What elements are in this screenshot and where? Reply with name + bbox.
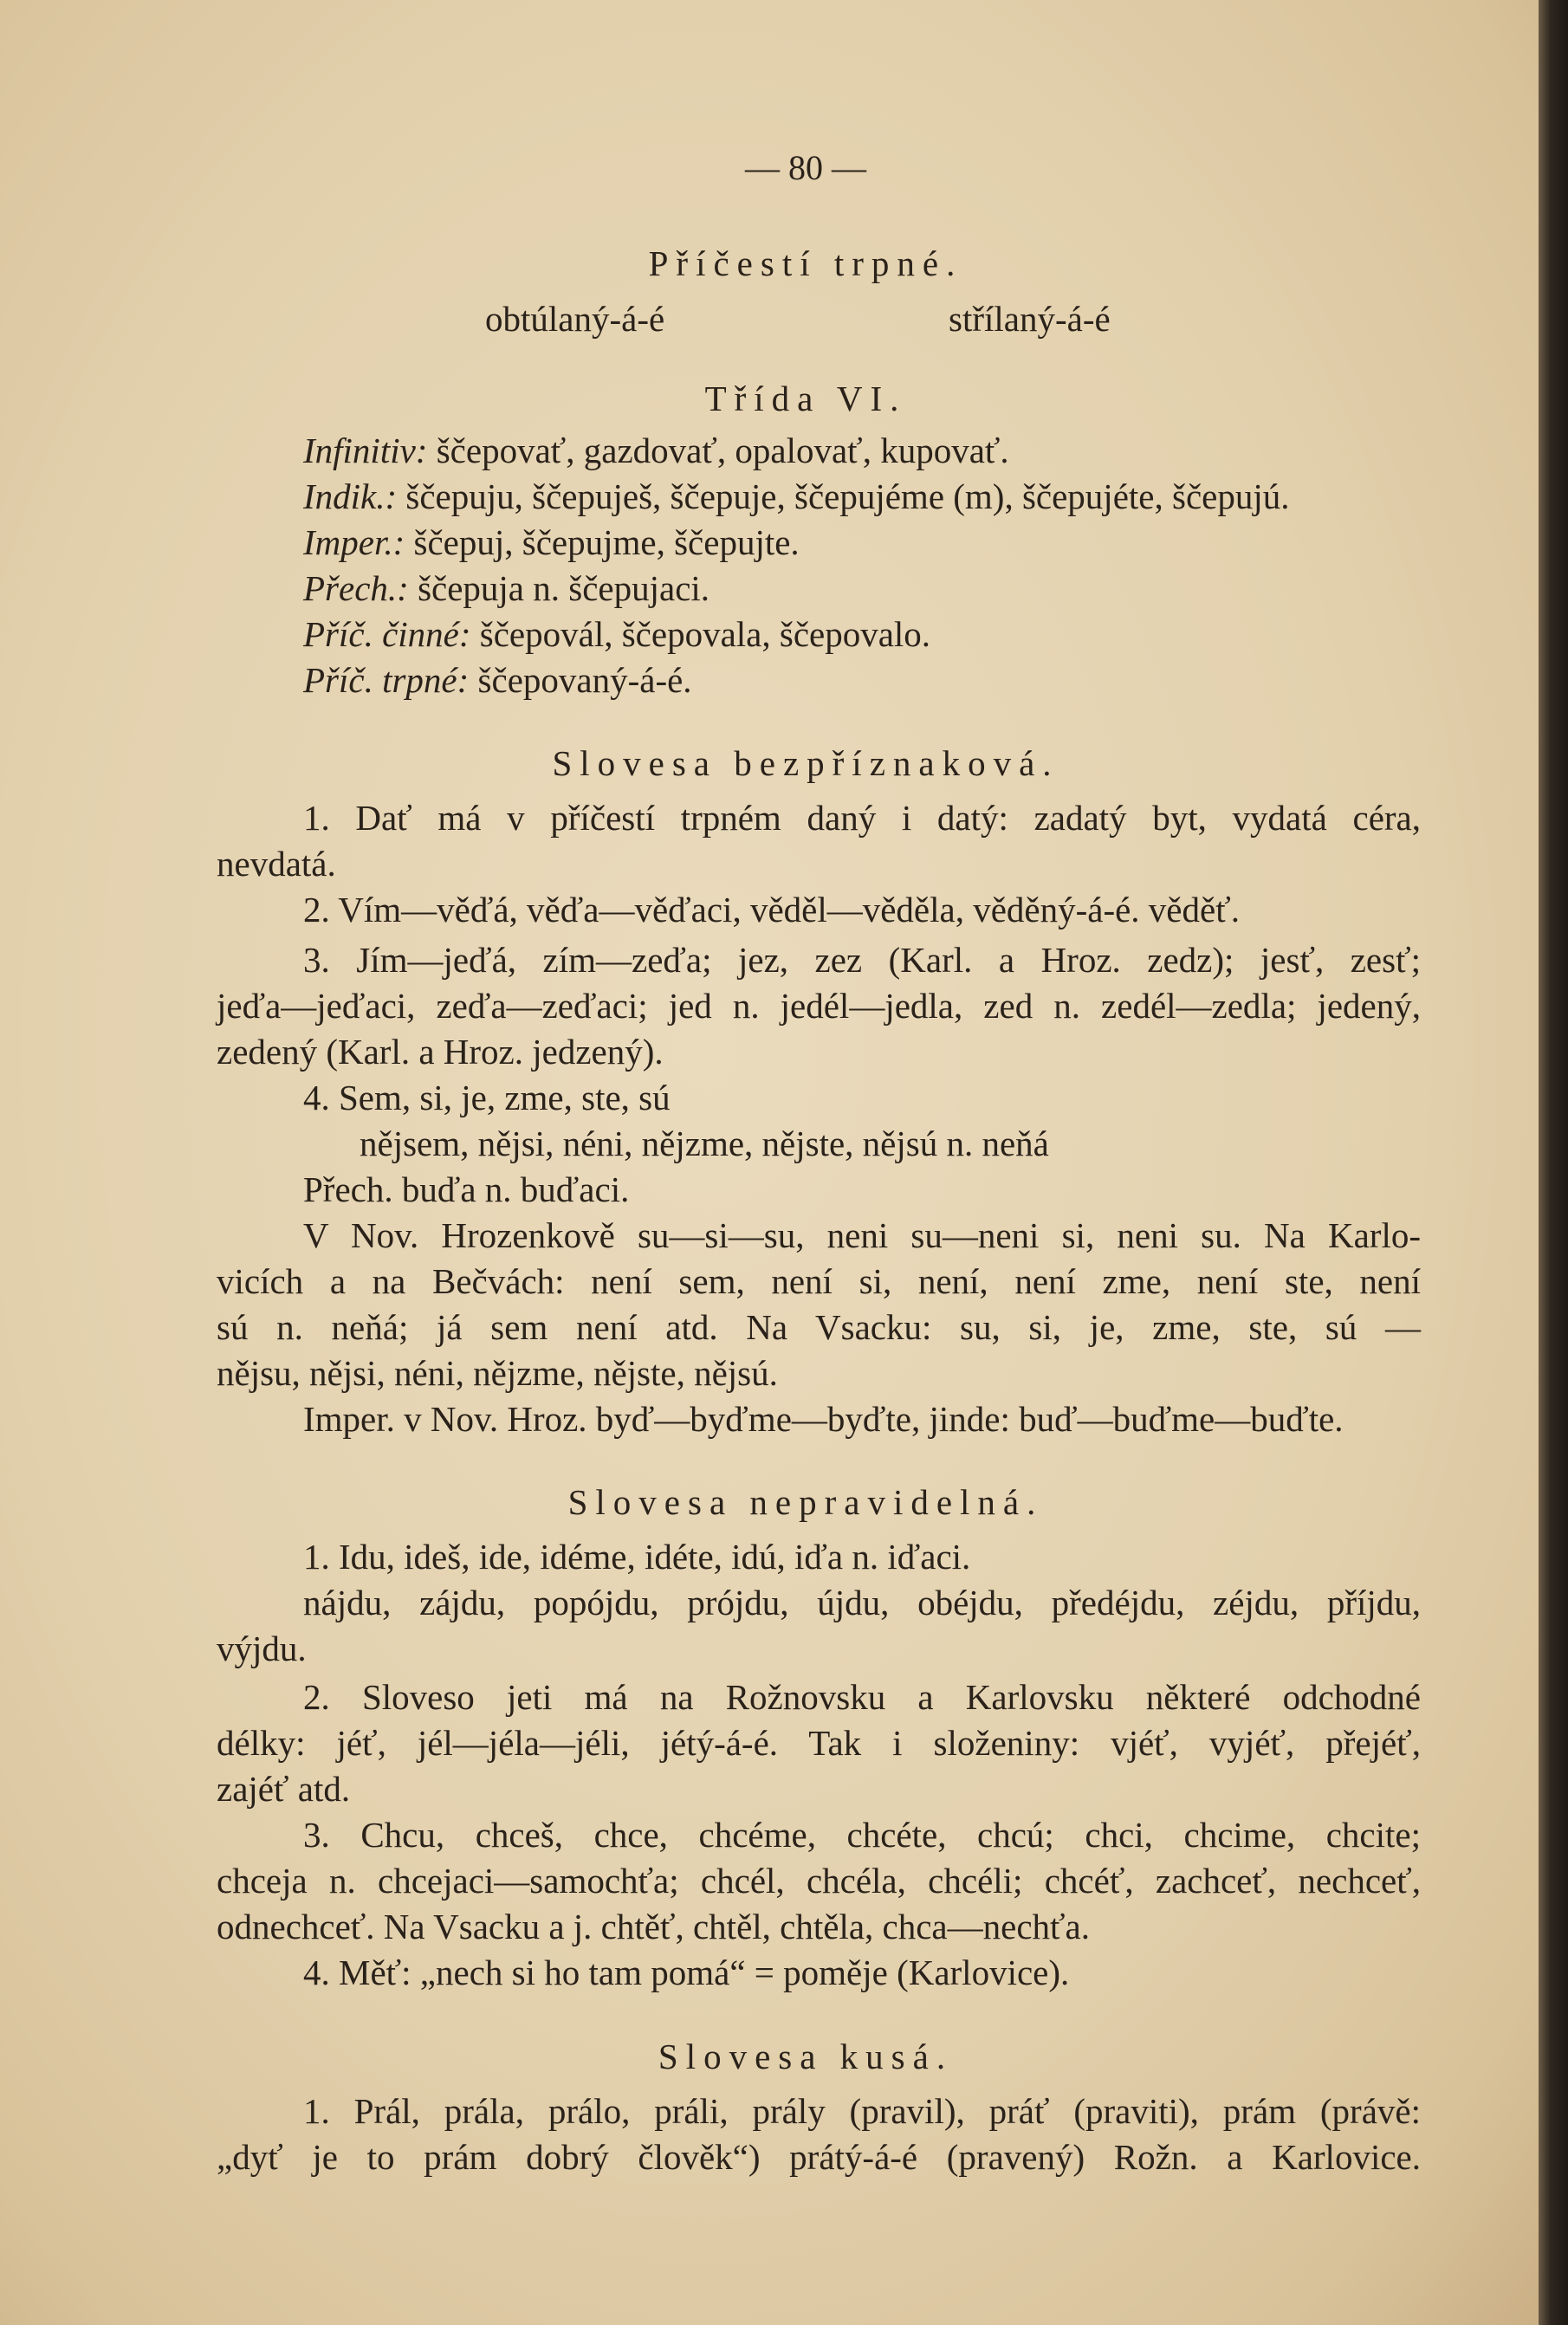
paragraph-line: jeďa—jeďaci, zeďa—zeďaci; jed n. jedél—jedla, zed n. zedél—zedla; jedený,	[217, 986, 1421, 1026]
paragraph-line: 2. Sloveso jeti má na Rožnovsku a Karlovsku některé odchodné	[303, 1677, 1421, 1717]
conjugation-pric-cinne	[303, 612, 1421, 657]
paragraph-line: nevdatá.	[217, 844, 336, 884]
label-infinitiv: Infinitiv:	[303, 431, 428, 470]
label-indik: Indik.:	[303, 476, 398, 516]
paragraph-line: zajéť atd.	[217, 1769, 351, 1809]
conjugation-infinitiv	[303, 428, 1421, 473]
paragraph-line: V Nov. Hrozenkově su—si—su, neni su—neni si, neni su. Na Karlo-	[303, 1215, 1421, 1255]
paragraph-line: 1. Dať má v příčestí trpném daný i datý: zadatý byt, vydatá céra,	[303, 798, 1421, 838]
text-imper: ščepuj, ščepujme, ščepujte.	[405, 522, 800, 562]
paragraph-line: zedený (Karl. a Hroz. jedzený).	[217, 1032, 664, 1072]
paragraph-line: sú n. neňá; já sem není atd. Na Vsacku: su, si, je, zme, ste, sú —	[217, 1307, 1421, 1347]
paragraph-line: nějsem, nějsi, néni, nějzme, nějste, nějsú n. neňá	[360, 1124, 1049, 1163]
label-pric-cinne: Příč. činné:	[303, 614, 471, 654]
conjugation-imper	[303, 520, 1421, 565]
paragraph-line: chceja n. chcejaci—samochťa; chcél, chcéla, chcéli; chcéť, zachceť, nechceť,	[217, 1861, 1421, 1901]
text-pric-trpne: ščepovaný-á-é.	[469, 660, 692, 700]
text-indik: ščepuju, ščepuješ, ščepuje, ščepujéme (m), ščepujéte, ščepujú.	[397, 476, 1290, 516]
paragraph-line: 2. Vím—věďá, věďa—věďaci, věděl—věděla, věděný-á-é. věděť.	[303, 890, 1240, 929]
section-heading-trida-vi: Třída VI.	[704, 379, 907, 418]
section-heading-kusa: Slovesa kusá.	[658, 2037, 954, 2076]
label-imper: Imper.:	[303, 522, 405, 562]
form-obtulany: obtúlaný-á-é	[485, 299, 665, 339]
paragraph-line: „dyť je to prám dobrý člověk“) prátý-á-é (pravený) Rožn. a Karlovice.	[217, 2137, 1421, 2177]
text-pric-cinne: ščepovál, ščepovala, ščepovalo.	[470, 614, 931, 654]
form-strilany: střílaný-á-é	[949, 299, 1111, 339]
paragraph-line: 1. Idu, ideš, ide, idéme, idéte, idú, iďa n. iďaci.	[303, 1537, 971, 1577]
page-number: — 80 —	[745, 148, 866, 187]
paragraph-line: odnechceť. Na Vsacku a j. chtěť, chtěl, chtěla, chca—nechťa.	[217, 1907, 1090, 1946]
paragraph-line: výjdu.	[217, 1629, 307, 1668]
paragraph-line: 4. Měť: „nech si ho tam pomá“ = poměje (Karlovice).	[303, 1953, 1070, 1992]
paragraph-line: 1. Prál, prála, prálo, práli, prály (pravil), práť (praviti), prám (právě:	[303, 2091, 1421, 2131]
section-heading-nepravidelna: Slovesa nepravidelná.	[567, 1482, 1044, 1522]
paragraph-line: 3. Chcu, chceš, chce, chcéme, chcéte, chcú; chci, chcime, chcite;	[303, 1815, 1421, 1855]
paragraph-line: nějsu, nějsi, néni, nějzme, nějste, nějsú.	[217, 1353, 778, 1393]
text-prech: ščepuja n. ščepujaci.	[408, 568, 710, 608]
label-prech: Přech.:	[303, 568, 409, 608]
conjugation-pric-trpne	[303, 657, 1421, 703]
section-heading-bezpriznakova: Slovesa bezpříznaková.	[552, 743, 1059, 783]
paragraph-line: nájdu, zájdu, popójdu, prójdu, újdu, obéjdu, předéjdu, zéjdu, příjdu,	[303, 1583, 1421, 1622]
book-spine-edge	[1539, 0, 1568, 2325]
paragraph-line: vicích a na Bečvách: není sem, není si, není, není zme, není ste, není	[217, 1261, 1421, 1301]
paragraph-line: délky: jéť, jél—jéla—jéli, jétý-á-é. Tak i složeniny: vjéť, vyjéť, přejéť,	[217, 1723, 1421, 1763]
paragraph-line: 4. Sem, si, je, zme, ste, sú	[303, 1078, 671, 1117]
conjugation-indik	[303, 474, 1421, 519]
paragraph-line: Imper. v Nov. Hroz. byď—byďme—byďte, jinde: buď—buďme—buďte.	[303, 1399, 1344, 1439]
text-infinitiv: ščepovať, gazdovať, opalovať, kupovať.	[427, 431, 1009, 470]
section-heading-pricesti-trpne: Příčestí trpné.	[648, 243, 963, 283]
paragraph-line: Přech. buďa n. buďaci.	[303, 1169, 630, 1209]
label-pric-trpne: Příč. trpné:	[303, 660, 470, 700]
paragraph-line: 3. Jím—jeďá, zím—zeďa; jez, zez (Karl. a Hroz. zedz); jesť, zesť;	[303, 940, 1421, 980]
conjugation-prech	[303, 566, 1421, 611]
